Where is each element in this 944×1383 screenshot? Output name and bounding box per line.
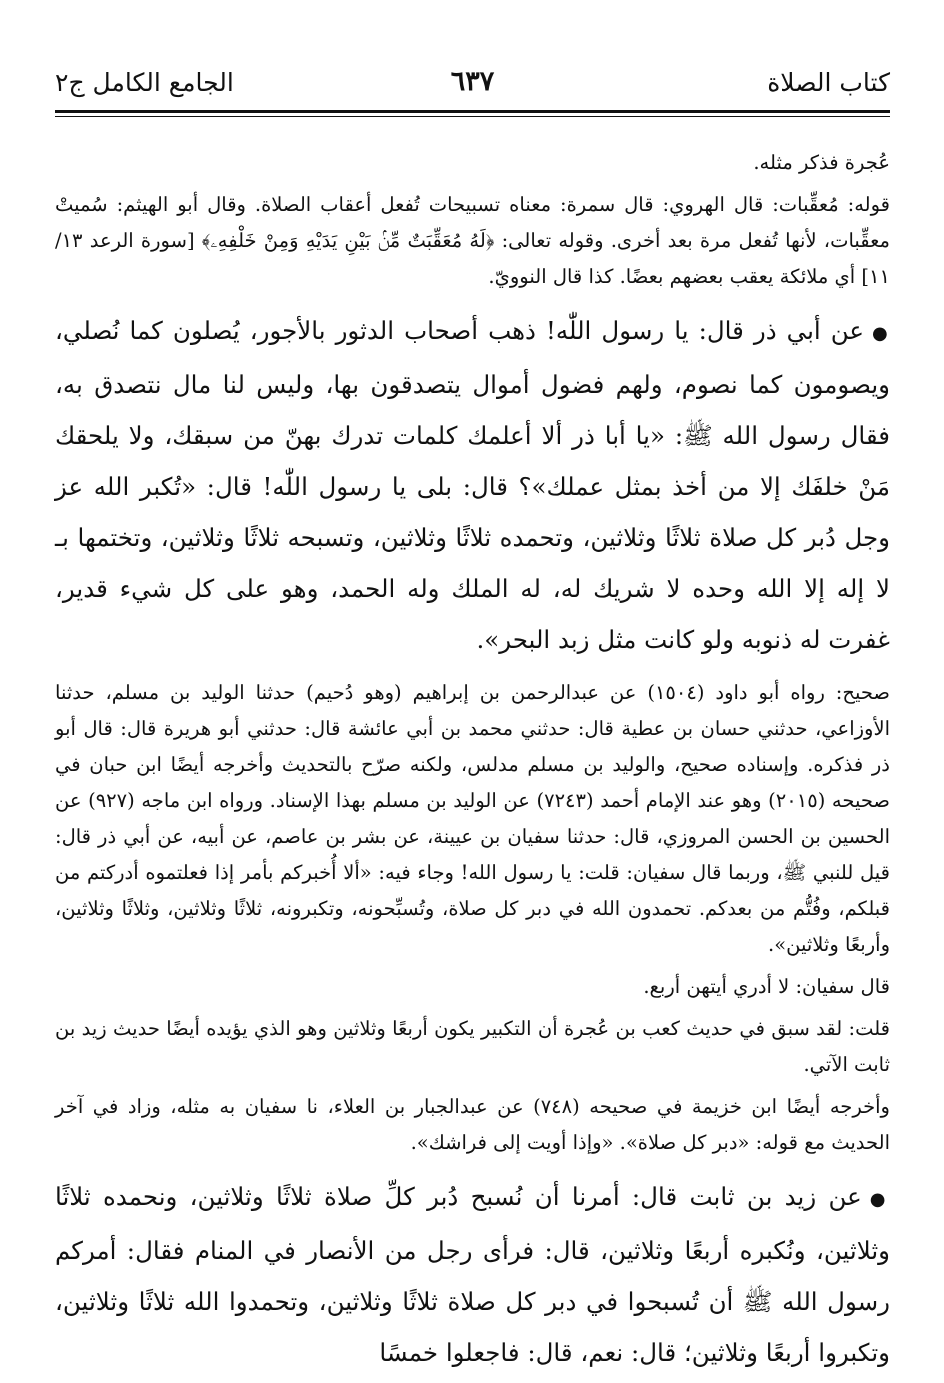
commentary-paragraph: قوله: مُعقِّبات: قال الهروي: قال سمرة: معناه تسبيحات تُفعل أعقاب الصلاة. وقال أبو الهيثم: سُميتْ معقِّبات، لأنها تُفعل مرة بعد أخرى. وقوله تعالى: ﴿لَهُ مُعَقِّبَتٌ مِّنۢ بَيْنِ يَدَيْهِ وَمِنْ خَلْفِهِۦ﴾ [سورة الرعد ١٣/ ١١] أي ملائكة يعقب بعضهم بعضًا. كذا قال النوويّ. <box>55 193 890 288</box>
hadith-abu-dharr-paragraph <box>55 305 890 665</box>
running-header <box>55 60 890 108</box>
bullet-icon: ● <box>869 1189 890 1210</box>
author-note-paragraph: قلت: لقد سبق في حديث كعب بن عُجرة أن التكبير يكون أربعًا وثلاثين وهو الذي يؤيده أيضًا حديث زيد بن ثابت الآتي. <box>55 1017 890 1076</box>
ibn-khuzaymah-paragraph: وأخرجه أيضًا ابن خزيمة في صحيحه (٧٤٨) عن عبدالجبار بن العلاء، نا سفيان به مثله، وزاد في آخر الحديث مع قوله: «دبر كل صلاة». «وإذا أويت إلى فراشك». <box>55 1095 890 1154</box>
sufyan-note-paragraph: قال سفيان: لا أدري أيتهن أربع. <box>643 975 890 998</box>
book-title-volume: الجامع الكامل ج٢ <box>55 68 234 97</box>
book-chapter-title: كتاب الصلاة <box>767 68 890 97</box>
book-page <box>55 60 890 1378</box>
bullet-icon: ● <box>872 323 890 344</box>
hadith-abu-dharr-text: عن أبي ذر قال: يا رسول اللّٰه! ذهب أصحاب الدثور بالأجور، يُصلون كما نُصلي، ويصومون كما نصوم، ولهم فضول أموال يتصدقون بها، وليس لنا مال نتصدق به، فقال رسول الله ﷺ: «يا أبا ذر ألا أعلمك كلمات تدرك بهنّ من سبقك، ولا يلحقك مَنْ خلفَك إلا من أخذ بمثل عملك»؟ قال: بلى يا رسول اللّٰه! قال: «تُكبر الله عز وجل دُبر كل صلاة ثلاثًا وثلاثين، وتحمده ثلاثًا وثلاثين، وتسبحه ثلاثًا وثلاثين، وتختمها بـ لا إله إلا الله وحده لا شريك له، له الملك وله الحمد، وهو على كل شيء قدير، غفرت له ذنوبه ولو كانت مثل زبد البحر». <box>55 316 890 654</box>
hadith-zayd-text: عن زيد بن ثابت قال: أمرنا أن نُسبح دُبر كلِّ صلاة ثلاثًا وثلاثين، ونحمده ثلاثًا وثلاثين، ونُكبره أربعًا وثلاثين، قال: فرأى رجل من الأنصار في المنام فقال: أمركم رسول الله ﷺ أن تُسبحوا في دبر كل صلاة ثلاثًا وثلاثين، وتحمدوا الله ثلاثًا وثلاثين، وتكبروا أربعًا وثلاثين؛ قال: نعم، قال: فاجعلوا خمسًا <box>55 1182 890 1367</box>
header-rule-thin <box>55 116 890 117</box>
takhrij-paragraph: صحيح: رواه أبو داود (١٥٠٤) عن عبدالرحمن بن إبراهيم (وهو دُحيم) حدثنا الوليد بن مسلم، حدثنا الأوزاعي، حدثني حسان بن عطية قال: حدثني محمد بن أبي عائشة قال: حدثني أبو هريرة قال: قال أبو ذر فذكره. وإسناده صحيح، والوليد بن مسلم مدلس، ولكنه صرّح بالتحديث وأخرجه أيضًا ابن حبان في صحيحه (٢٠١٥) وهو عند الإمام أحمد (٧٢٤٣) عن الوليد بن مسلم بهذا الإسناد. ورواه ابن ماجه (٩٢٧) عن الحسين بن الحسن المروزي، قال: حدثنا سفيان بن عيينة، عن بشر بن عاصم، عن أبيه، عن أبي ذر قال: قيل للنبي ﷺ، وربما قال سفيان: قلت: يا رسول الله! وجاء فيه: «ألا أُخبركم بأمر إذا فعلتموه أدركتم من قبلكم، وفُتُّم من بعدكم. تحمدون الله في دبر كل صلاة، وتُسبِّحونه، وتكبرونه، ثلاثًا وثلاثين، وثلاثًا وثلاثين، وأربعًا وثلاثين». <box>55 681 890 956</box>
header-rule-thick <box>55 110 890 113</box>
page-number: ٦٣٧ <box>450 66 495 97</box>
continuation-paragraph: عُجرة فذكر مثله. <box>753 151 890 174</box>
hadith-zayd-paragraph <box>55 1171 890 1378</box>
